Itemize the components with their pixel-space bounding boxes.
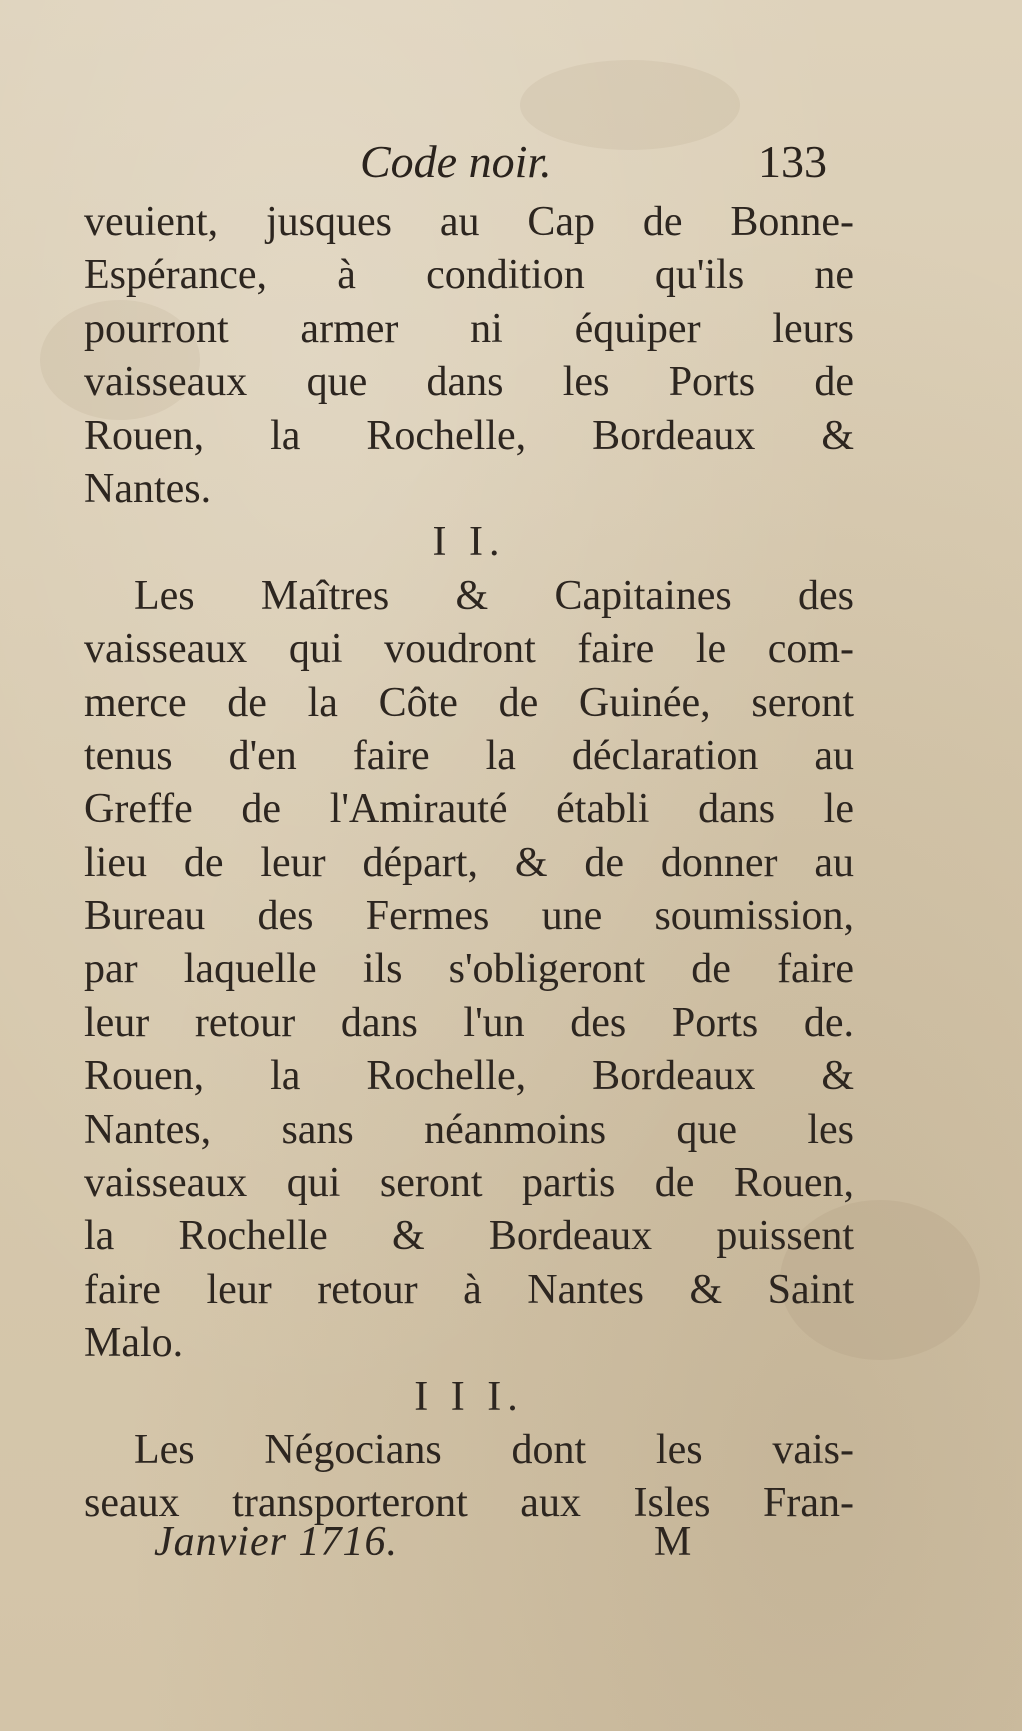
- text-line: Les Négocians dont les vais-: [134, 1426, 854, 1473]
- text-line: par laquelle ils s'obligeront de faire: [84, 946, 854, 993]
- page-footer: [0, 1510, 1022, 1580]
- running-title: Code noir.: [360, 136, 552, 187]
- text-line: vaisseaux que dans les Ports de: [84, 359, 854, 406]
- page-number: 133: [758, 136, 827, 187]
- text-line: vaisseaux qui voudront faire le com-: [84, 626, 854, 673]
- text-line: Nantes, sans néanmoins que les: [84, 1106, 854, 1153]
- text-line: lieu de leur départ, & de donner au: [84, 839, 854, 886]
- text-line: tenus d'en faire la déclaration au: [84, 732, 854, 779]
- text-line: vaisseaux qui seront partis de Rouen,: [84, 1160, 854, 1207]
- signature-line: Janvier 1716.: [154, 1519, 398, 1565]
- text-line: la Rochelle & Bordeaux puissent: [84, 1213, 854, 1260]
- text-line: Malo.: [84, 1320, 184, 1367]
- signature-mark: M: [654, 1519, 692, 1565]
- text-line: Les Maîtres & Capitaines des: [134, 572, 854, 619]
- article-number: I I I.: [414, 1373, 524, 1420]
- article-number: I I.: [432, 519, 506, 566]
- text-line: veuient, jusques au Cap de Bonne-: [84, 199, 854, 245]
- text-line: Espérance, à condition qu'ils ne: [84, 252, 854, 299]
- text-line: pourront armer ni équiper leurs: [84, 305, 854, 352]
- text-line: Nantes.: [84, 465, 212, 512]
- text-line: leur retour dans l'un des Ports de.: [84, 999, 854, 1046]
- text-line: faire leur retour à Nantes & Saint: [84, 1266, 854, 1313]
- text-line: merce de la Côte de Guinée, seront: [84, 679, 854, 726]
- text-line: Greffe de l'Amirauté établi dans le: [84, 786, 854, 833]
- text-line: Rouen, la Rochelle, Bordeaux &: [84, 1053, 854, 1100]
- page-header: [0, 118, 1022, 198]
- text-line: Rouen, la Rochelle, Bordeaux &: [84, 412, 854, 459]
- text-line: seaux transporteront aux Isles Fran-: [84, 1480, 854, 1527]
- body-text: [84, 196, 854, 1531]
- text-line: Bureau des Fermes une soumission,: [84, 893, 854, 940]
